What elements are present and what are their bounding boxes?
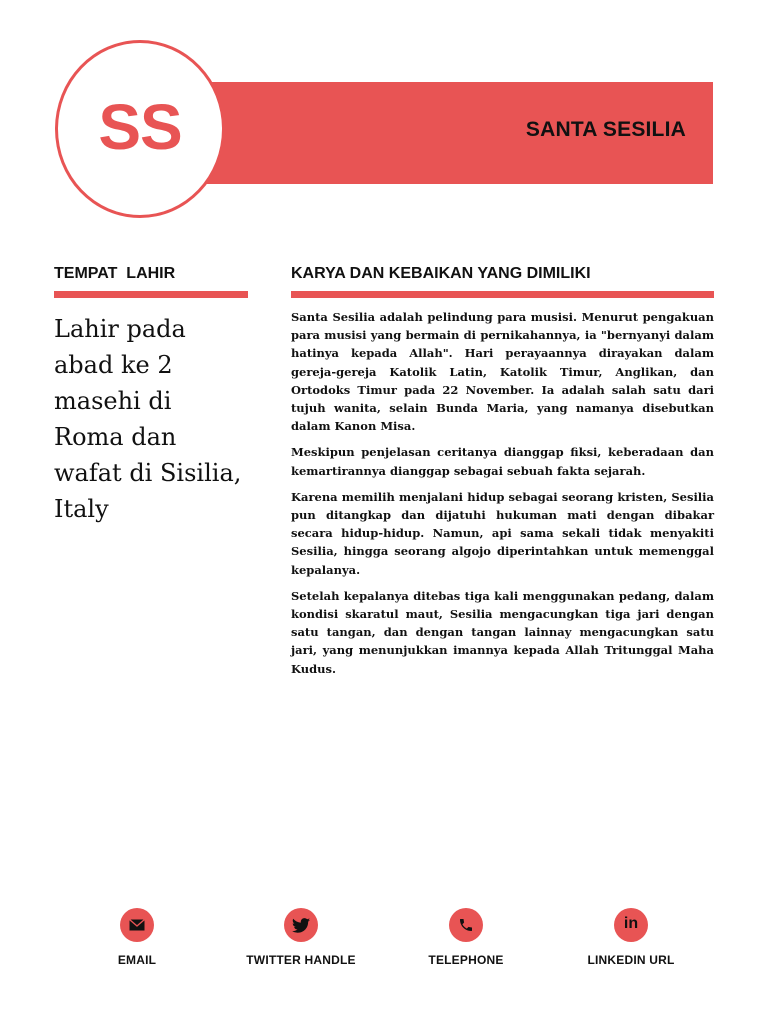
works-paragraph: Santa Sesilia adalah pelindung para musisi. Menurut pengakuan para musisi yang bermain di pernikahannya, ia "bernyanyi dalam hatinya kepada Allah". Hari perayaannya dirayakan dalam gereja-gereja Katolik Latin, Katolik Timur, Anglikan, dan Ortodoks Timur pada 22 November. Ia adalah salah satu dari tujuh wanita, selain Bunda Maria, yang namanya disebutkan dalam Kanon Misa. [291, 310, 714, 434]
birthplace-heading: TEMPAT LAHIR [54, 265, 176, 282]
works-paragraph: Karena memilih menjalani hidup sebagai seorang kristen, Sesilia pun ditangkap dan dijatuhi hukuman mati dengan dibakar secara hidup-hidup. Namun, api sama sekali tidak menyakiti Sesilia, hingga seorang algojo diperintahkan untuk memenggal kepalanya. [291, 489, 714, 577]
monogram-circle [55, 40, 225, 218]
email-label: EMAIL [117, 953, 157, 967]
contact-linkedin[interactable] [561, 908, 701, 967]
birthplace-divider [54, 291, 248, 298]
works-divider [291, 291, 714, 298]
linkedin-icon[interactable] [614, 908, 648, 942]
contact-telephone[interactable] [396, 908, 536, 967]
monogram-initials: SS [98, 91, 182, 163]
phone-icon[interactable] [449, 908, 483, 942]
resume-name: SANTA SESILIA [525, 118, 686, 141]
contact-twitter[interactable] [231, 908, 371, 967]
works-body [291, 308, 714, 678]
contact-email[interactable] [67, 908, 207, 967]
envelope-icon[interactable] [120, 908, 154, 942]
telephone-label: TELEPHONE [428, 953, 504, 967]
linkedin-glyph: in [623, 915, 639, 932]
birthplace-text: Lahir pada abad ke 2 masehi di Roma dan wafat di Sisilia, Italy [54, 315, 242, 523]
linkedin-label: LINKEDIN URL [587, 953, 675, 967]
twitter-bird-icon[interactable] [284, 908, 318, 942]
works-heading: KARYA DAN KEBAIKAN YANG DIMILIKI [291, 265, 591, 282]
header-band [196, 82, 713, 184]
twitter-label: TWITTER HANDLE [246, 953, 356, 967]
works-paragraph: Meskipun penjelasan ceritanya dianggap fiksi, keberadaan dan kemartirannya dianggap sebagai sebuah fakta sejarah. [291, 445, 714, 478]
works-paragraph: Setelah kepalanya ditebas tiga kali menggunakan pedang, dalam kondisi skaratul maut, Sesilia mengacungkan tiga jari dengan satu tangan, dan dengan tangan lainnay mengacungkan satu jari, yang menunjukkan imannya kepada Allah Tritunggal Maha Kudus. [291, 588, 714, 676]
birthplace-section [54, 262, 248, 527]
works-section [291, 262, 714, 686]
